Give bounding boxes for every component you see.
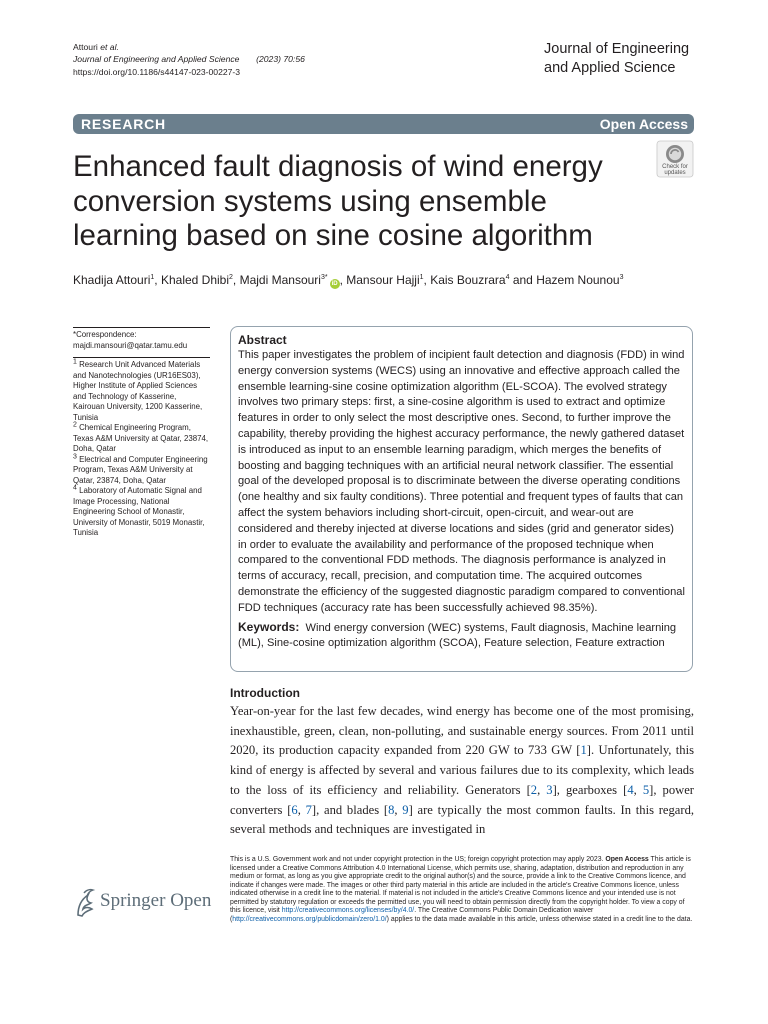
author-list: Khadija Attouri$^1$, Khaled Dhibi$^2$, Majdi Mansouri$^{3*}$iD , Mansour Hajji$^1$, Kais Bouzrara$^4$ and Hazem Nounou$^3$	[73, 273, 624, 287]
author-name[interactable]: Kais Bouzrara	[430, 273, 506, 287]
author-affil-sup: 3	[619, 274, 624, 281]
citation-link[interactable]: 4	[627, 782, 634, 797]
springer-horse-icon	[72, 887, 98, 919]
check-for-updates-icon	[656, 140, 694, 178]
journal-name-line1: Journal of Engineering	[544, 41, 690, 57]
author-affil-sup: 4	[505, 274, 510, 281]
affiliation-text: Research Unit Advanced Materials and Nanotechnologies (UR16ES03), Higher Institute of Applied Sciences and Technology of Kasserine, Kairouan University, 1200 Kasserine, Tunisia	[73, 360, 203, 422]
publisher-name: Springer	[100, 890, 166, 911]
affiliation-text: Electrical and Computer Engineering Program, Texas A&M University at Qatar, 23874, Doha, Qatar	[73, 454, 208, 485]
author-affil-sup: 3*	[320, 274, 328, 281]
affiliation-item	[73, 452, 210, 487]
license-link[interactable]: http://creativecommons.org/publicdomain/zero/1.0/	[232, 915, 387, 923]
open-access-label: Open Access	[599, 116, 688, 132]
correspondence-email[interactable]: majdi.mansouri@qatar.tamu.edu	[73, 340, 188, 350]
author-affil-sup: 1	[419, 274, 424, 281]
intro-text: ], and blades [	[311, 802, 389, 817]
intro-text: ], power converters [	[230, 782, 695, 817]
publisher-wordmark	[100, 890, 211, 912]
affiliation-text: Laboratory of Automatic Signal and Image Processing, National Engineering School of Monastir, University of Monastir, 5019 Monastir, Tunisia	[73, 486, 205, 537]
check-updates-line2: updates	[664, 170, 686, 176]
check-updates-line1: Check for	[662, 164, 688, 170]
header-doi-link[interactable]: https://doi.org/10.1186/s44147-023-00227-3	[73, 66, 241, 77]
citation-separator: ,	[297, 802, 306, 817]
citation-link[interactable]: 1	[580, 743, 587, 758]
affiliation-number: 3	[73, 452, 77, 460]
license-link[interactable]: http://creativecommons.org/licenses/by/4.0/	[281, 907, 415, 914]
header-authors: Attouri	[73, 42, 98, 52]
citation-link[interactable]: 5	[642, 782, 650, 797]
author-name[interactable]: Hazem Nounou	[536, 273, 620, 287]
citation-link[interactable]: 9	[402, 802, 409, 817]
affiliations-rule	[73, 357, 210, 358]
introduction-paragraph	[230, 702, 694, 840]
affiliation-number: 2	[73, 421, 77, 429]
intro-text: ] are typically the most common faults. In this regard, several methods and techniques are investigated in	[230, 802, 695, 837]
affiliation-text: Chemical Engineering Program, Texas A&M University at Qatar, 23874, Doha, Qatar	[73, 423, 209, 453]
publisher-open: Open	[170, 890, 212, 911]
check-for-updates-badge[interactable]	[656, 140, 694, 178]
correspondence	[73, 330, 210, 351]
intro-text: Year-on-year for the last few decades, wind energy has become one of the most promising, inexhaustible, green, clean, non-polluting, and sustainable energy sources. From 2011 until 2020, its production capacity expanded from 220 GW to 733 GW [	[230, 704, 694, 758]
citation-separator: ,	[537, 782, 547, 797]
keywords	[238, 620, 685, 653]
license-part: . The Creative Commons Public Domain Dedication waiver (	[230, 907, 594, 923]
article-title: Enhanced fault diagnosis of wind energy conversion systems using ensemble learning based on sine cosine algorithm	[73, 150, 603, 252]
affiliation-number: 1	[73, 358, 77, 366]
header-journal: Journal of Engineering and Applied Science	[73, 54, 240, 65]
header-et-al: et al.	[97, 42, 119, 52]
citation-link[interactable]: 2	[530, 782, 538, 797]
springer-open-logo	[72, 887, 222, 919]
keywords-text: Wind energy conversion (WEC) systems, Fault diagnosis, Machine learning (ML), Sine-cosine optimization algorithm (SCOA), Feature selection, Feature extraction	[238, 621, 677, 650]
introduction-heading: Introduction	[230, 686, 300, 700]
citation-link[interactable]: 3	[546, 782, 553, 797]
correspondence-label: *Correspondence:	[73, 330, 137, 339]
license-open-access: Open Access	[605, 856, 649, 863]
citation-link[interactable]: 8	[388, 802, 395, 817]
author-name[interactable]: Khadija Attouri	[73, 273, 151, 287]
running-header	[73, 41, 305, 78]
affiliations-column	[73, 327, 210, 539]
journal-name	[544, 40, 689, 78]
license-text	[230, 856, 695, 924]
header-year-volume: (2023) 70:56	[256, 54, 305, 65]
author-affil-sup: 2	[229, 274, 233, 281]
keywords-label: Keywords:	[238, 619, 300, 634]
abstract-text: This paper investigates the problem of incipient fault detection and diagnosis (FDD) in wind energy conversion systems (WECS) using an innovative and effective approach called the ensemble learning-sine cosine optimization algorithm (EL-SCOA). The evolved strategy involves two primary steps: first, a sine-cosine algorithm is used to extract and optimize features in order to only select the most descriptive ones. Second, to further improve the capability, thereby providing the highest accuracy performance, the newly gathered dataset is introduced as input to an ensemble learning paradigm, which merges the benefits of boosting and bagging techniques with an artificial neural network classifier. The essential goal of the developed proposal is to discriminate between the diverse operating conditions (one healthy and six faulty conditions). Three potential and frequent types of faults that can affect the system behaviors including short-circuit, open-circuit, and wear-out are considered and thereby injected at diverse locations and sides (grid and generator sides) in order to evaluate the availability and performance of the proposed technique when compared to the conventional FDD methods. The diagnosis performance is analyzed in terms of accuracy, recall, precision, and computation time. The acquired outcomes demonstrate the efficiency of the suggested diagnostic paradigm compared to conventional FDD techniques (accuracy rate has been successfully achieved 98.35%).	[238, 349, 685, 614]
citation-separator: ,	[633, 782, 643, 797]
article-type-label: RESEARCH	[81, 116, 166, 132]
affiliation-item	[73, 486, 210, 539]
author-name[interactable]: Mansour Hajji	[346, 273, 420, 287]
intro-text: ], gearboxes [	[552, 782, 628, 797]
citation-link[interactable]: 7	[305, 802, 312, 817]
author-name[interactable]: Khaled Dhibi	[160, 273, 230, 287]
abstract-box	[230, 326, 693, 672]
affiliation-number: 4	[73, 484, 77, 492]
abstract-heading: Abstract	[238, 333, 287, 347]
article-type-bar	[73, 114, 694, 134]
citation-link[interactable]: 6	[291, 802, 298, 817]
author-affil-sup: 1	[150, 274, 155, 281]
license-part: ) applies to the data made available in this article, unless otherwise stated in a credit line to the data.	[386, 915, 693, 923]
orcid-icon[interactable]: iD	[331, 281, 338, 287]
affiliations-rule	[73, 327, 210, 328]
author-name[interactable]: Majdi Mansouri	[239, 273, 321, 287]
license-part: This is a U.S. Government work and not under copyright protection in the US; foreign copyright protection may apply 2023.	[230, 856, 606, 863]
journal-name-line2: and Applied Science	[544, 60, 676, 76]
affiliation-item	[73, 360, 210, 423]
citation-separator: ,	[394, 802, 403, 817]
affiliation-item	[73, 423, 210, 455]
license-part: This article is licensed under a Creative Commons Attribution 4.0 International License, which permits use, sharing, adaptation, distribution and reproduction in any medium or format, as long as you give appropriate credit to the original author(s) and the source, provide a link to the Creative Commons licence, and indicate if changes were made. The images or other third party material in this article are included in the article's Creative Commons licence, unless indicated otherwise in a credit line to the material. If material is not included in the article's Creative Commons licence and your intended use is not permitted by statutory regulation or exceeds the permitted use, you will need to obtain permission directly from the copyright holder. To view a copy of this licence, visit	[230, 856, 691, 914]
intro-text: ]. Unfortunately, this kind of energy is affected by several and various failures due to its complexity, which leads to the loss of its efficiency and reliability. Generators [	[230, 743, 694, 797]
